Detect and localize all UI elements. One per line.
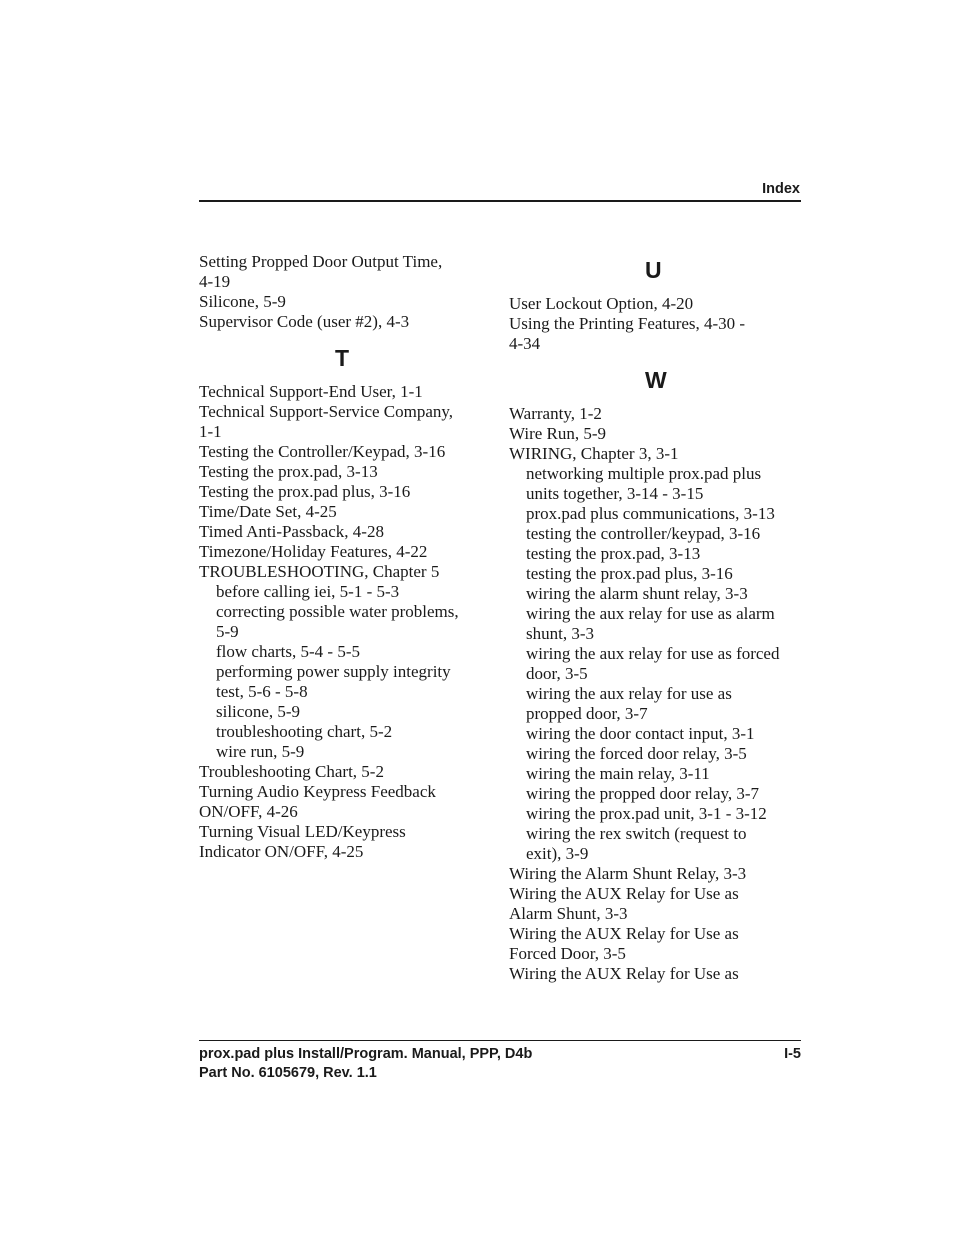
index-subentry: wiring the propped door relay, 3-7: [526, 784, 760, 803]
index-entry: TROUBLESHOOTING, Chapter 5: [199, 562, 440, 581]
index-entry: Forced Door, 3-5: [509, 944, 626, 963]
index-entry: 4-19: [199, 272, 231, 291]
page-number: I-5: [784, 1046, 801, 1062]
section-letter-t: T: [335, 345, 350, 371]
index-entry: Technical Support-Service Company,: [199, 402, 454, 421]
index-subentry: shunt, 3-3: [526, 624, 594, 643]
index-entry: Timed Anti-Passback, 4-28: [199, 522, 384, 541]
index-entries-u: [509, 294, 811, 354]
index-subentry: wiring the door contact input, 3-1: [526, 724, 755, 743]
index-subentry: flow charts, 5-4 - 5-5: [216, 642, 360, 661]
index-subentry: silicone, 5-9: [216, 702, 301, 721]
section-letter-u: U: [645, 257, 662, 283]
index-entry: Turning Audio Keypress Feedback: [199, 782, 436, 801]
page-footer: [199, 1045, 801, 1083]
index-entry: Alarm Shunt, 3-3: [509, 904, 628, 923]
footer-manual-title: prox.pad plus Install/Program. Manual, PPP, D4b: [199, 1046, 533, 1062]
index-entry: 1-1: [199, 422, 222, 441]
index-entries-w: [509, 404, 811, 984]
index-subentry: wiring the rex switch (request to: [526, 824, 747, 843]
index-subentry: testing the prox.pad plus, 3-16: [526, 564, 733, 583]
index-entry: Wiring the Alarm Shunt Relay, 3-3: [509, 864, 747, 883]
index-entry: Time/Date Set, 4-25: [199, 502, 337, 521]
index-subentry: 5-9: [216, 622, 239, 641]
index-subentry: wiring the prox.pad unit, 3-1 - 3-12: [526, 804, 767, 823]
index-subentry: correcting possible water problems,: [216, 602, 459, 621]
footer-rule: [199, 1040, 801, 1041]
index-entry: Indicator ON/OFF, 4-25: [199, 842, 364, 861]
index-entry: Turning Visual LED/Keypress: [199, 822, 406, 841]
index-subentry: exit), 3-9: [526, 844, 589, 863]
index-subentry: wire run, 5-9: [216, 742, 305, 761]
index-subentry: test, 5-6 - 5-8: [216, 682, 308, 701]
index-subentry: testing the prox.pad, 3-13: [526, 544, 701, 563]
index-entries-t: [199, 382, 491, 862]
index-subentry: networking multiple prox.pad plus: [526, 464, 762, 483]
index-entry: Testing the prox.pad plus, 3-16: [199, 482, 411, 501]
index-entry: User Lockout Option, 4-20: [509, 294, 694, 313]
index-entry: 4-34: [509, 334, 541, 353]
index-entry: Supervisor Code (user #2), 4-3: [199, 312, 410, 331]
index-entry: Silicone, 5-9: [199, 292, 286, 311]
index-entry: Wiring the AUX Relay for Use as: [509, 964, 739, 983]
index-entry: Setting Propped Door Output Time,: [199, 252, 443, 271]
footer-part-number: Part No. 6105679, Rev. 1.1: [199, 1065, 377, 1081]
index-column-left: [199, 252, 491, 862]
index-column-right: [509, 256, 811, 984]
index-entries-s: [199, 252, 491, 332]
index-subentry: door, 3-5: [526, 664, 588, 683]
index-subentry: wiring the aux relay for use as forced: [526, 644, 780, 663]
index-entry: Testing the prox.pad, 3-13: [199, 462, 378, 481]
index-entry: Using the Printing Features, 4-30 -: [509, 314, 746, 333]
index-subentry: prox.pad plus communications, 3-13: [526, 504, 775, 523]
index-subentry: troubleshooting chart, 5-2: [216, 722, 393, 741]
index-entry: Troubleshooting Chart, 5-2: [199, 762, 384, 781]
index-entry: Wiring the AUX Relay for Use as: [509, 924, 739, 943]
index-entry: Testing the Controller/Keypad, 3-16: [199, 442, 446, 461]
index-entry: Timezone/Holiday Features, 4-22: [199, 542, 428, 561]
index-entry: Warranty, 1-2: [509, 404, 602, 423]
index-subentry: propped door, 3-7: [526, 704, 648, 723]
index-subentry: before calling iei, 5-1 - 5-3: [216, 582, 400, 601]
index-subentry: wiring the main relay, 3-11: [526, 764, 710, 783]
index-entry: WIRING, Chapter 3, 3-1: [509, 444, 679, 463]
running-header-title: Index: [762, 181, 800, 197]
index-entry: Technical Support-End User, 1-1: [199, 382, 423, 401]
index-subentry: wiring the aux relay for use as: [526, 684, 732, 703]
index-subentry: testing the controller/keypad, 3-16: [526, 524, 761, 543]
index-subentry: performing power supply integrity: [216, 662, 451, 681]
index-subentry: units together, 3-14 - 3-15: [526, 484, 704, 503]
section-letter-w: W: [645, 367, 667, 393]
index-subentry: wiring the alarm shunt relay, 3-3: [526, 584, 748, 603]
index-subentry: wiring the forced door relay, 3-5: [526, 744, 747, 763]
index-entry: ON/OFF, 4-26: [199, 802, 298, 821]
index-entry: Wire Run, 5-9: [509, 424, 607, 443]
index-subentry: wiring the aux relay for use as alarm: [526, 604, 775, 623]
index-entry: Wiring the AUX Relay for Use as: [509, 884, 739, 903]
header-rule: [199, 200, 801, 202]
